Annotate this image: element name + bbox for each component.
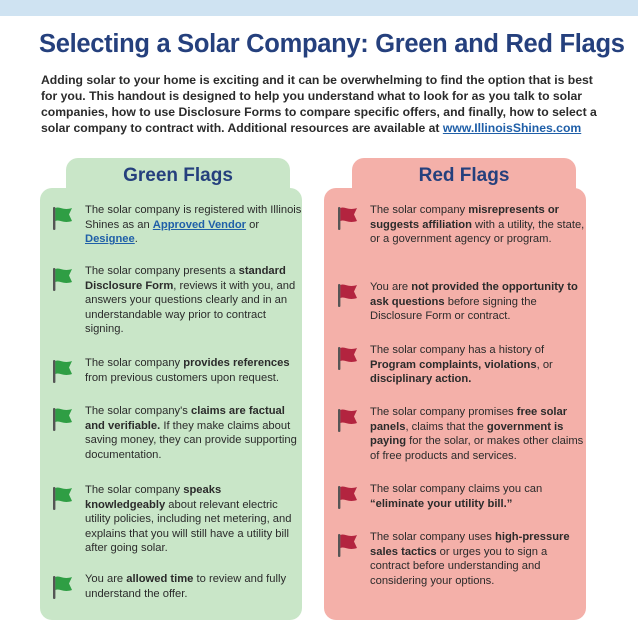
item-text: about relevant electric utility policies, including net metering, and explains that you will still have a utility bill after going solar. — [85, 498, 292, 555]
item-emphasis: claims are factual and verifiable. — [85, 405, 285, 432]
green-flag-icon — [48, 406, 74, 432]
green-flag-icon — [48, 358, 74, 384]
item-text: The solar company is registered with Illinois Shines as an — [85, 204, 302, 231]
item-emphasis: disciplinary action. — [370, 373, 472, 386]
red-flag-icon — [333, 532, 359, 558]
green-flag-text — [85, 404, 303, 462]
red-flag-icon — [333, 345, 359, 371]
item-text: , reviews it with you, and answers your questions clearly and in an understandable way prior to contract signing. — [85, 279, 296, 336]
item-text: The solar company's — [85, 405, 191, 417]
item-text: The solar company — [85, 484, 184, 496]
item-emphasis: “eliminate your utility bill.” — [370, 497, 513, 510]
red-flag-text — [370, 482, 588, 511]
item-emphasis: government is paying — [370, 420, 564, 448]
item-text: You are — [85, 573, 127, 585]
green-flag-text — [85, 264, 303, 337]
red-flags-heading: Red Flags — [352, 158, 576, 204]
item-link[interactable]: Designee — [85, 233, 135, 246]
item-text: The solar company promises — [370, 406, 517, 418]
red-flag-icon — [333, 407, 359, 433]
red-flag-icon — [333, 484, 359, 510]
item-text: before signing the Disclosure Form or contract. — [370, 295, 537, 323]
illinois-shines-link[interactable]: www.IllinoisShines.com — [442, 121, 582, 135]
green-flags-heading: Green Flags — [66, 158, 290, 204]
item-emphasis: speaks knowledgeably — [85, 484, 222, 511]
item-text: The solar company — [370, 204, 469, 216]
red-flag-icon — [333, 205, 359, 231]
item-text: The solar company uses — [370, 531, 495, 543]
item-text: to review and fully understand the offer. — [85, 573, 287, 600]
red-flag-text — [370, 203, 588, 247]
green-flag-icon — [48, 205, 74, 231]
item-text: for the solar, or makes other claims of free products and services. — [370, 435, 584, 462]
item-emphasis: Program complaints, violations — [370, 358, 537, 371]
item-text: . — [134, 233, 138, 246]
item-emphasis: high-pressure sales tactics — [370, 531, 570, 558]
item-text: The solar company presents a — [85, 265, 239, 277]
green-flag-icon — [48, 574, 74, 600]
green-flag-text — [85, 572, 303, 601]
item-emphasis: free solar panels — [370, 406, 568, 433]
item-emphasis: provides references — [183, 357, 290, 369]
item-text: , claims that the — [405, 420, 487, 433]
page-title: Selecting a Solar Company: Green and Red Flags — [39, 30, 625, 58]
intro-paragraph — [41, 72, 601, 136]
item-text: The solar company claims you can — [370, 483, 543, 495]
item-text: , or — [536, 358, 553, 371]
green-flag-icon — [48, 266, 74, 292]
intro-text: Adding solar to your home is exciting and it can be overwhelming to find the option that is best for you. This handout is designed to help you understand what to look for as you talk to solar companies, how to use Disclosure Forms to compare specific offers, and finally, how to select a solar company to contract with. Additional resources are available at — [41, 73, 597, 135]
item-text: If they make claims about saving money, they can provide supporting documentation. — [85, 419, 297, 461]
item-text: You are — [370, 281, 412, 293]
green-flag-text — [85, 203, 303, 247]
item-text: from previous customers upon request. — [85, 371, 280, 384]
green-flag-icon — [48, 485, 74, 511]
item-text: or — [246, 218, 260, 231]
red-flag-text — [370, 405, 588, 463]
item-emphasis: not provided the opportunity to ask questions — [370, 281, 578, 308]
item-emphasis: misrepresents or suggests affiliation — [370, 204, 560, 231]
item-text: The solar company has a history of — [370, 344, 545, 356]
red-flag-icon — [333, 282, 359, 308]
item-text: with a utility, the state, or a government agency or program. — [370, 218, 585, 246]
green-flag-text — [85, 356, 303, 385]
green-flag-text — [85, 483, 303, 556]
red-flag-text — [370, 280, 588, 324]
top-banner — [0, 0, 638, 16]
item-link[interactable]: Approved Vendor — [152, 218, 247, 231]
red-flag-text — [370, 530, 588, 588]
item-text: or urges you to sign a contract before understanding and considering your options. — [370, 545, 548, 587]
item-emphasis: standard Disclosure Form — [85, 265, 286, 292]
item-emphasis: allowed time — [126, 573, 194, 585]
red-flag-text — [370, 343, 588, 387]
item-text: The solar company — [85, 357, 184, 369]
